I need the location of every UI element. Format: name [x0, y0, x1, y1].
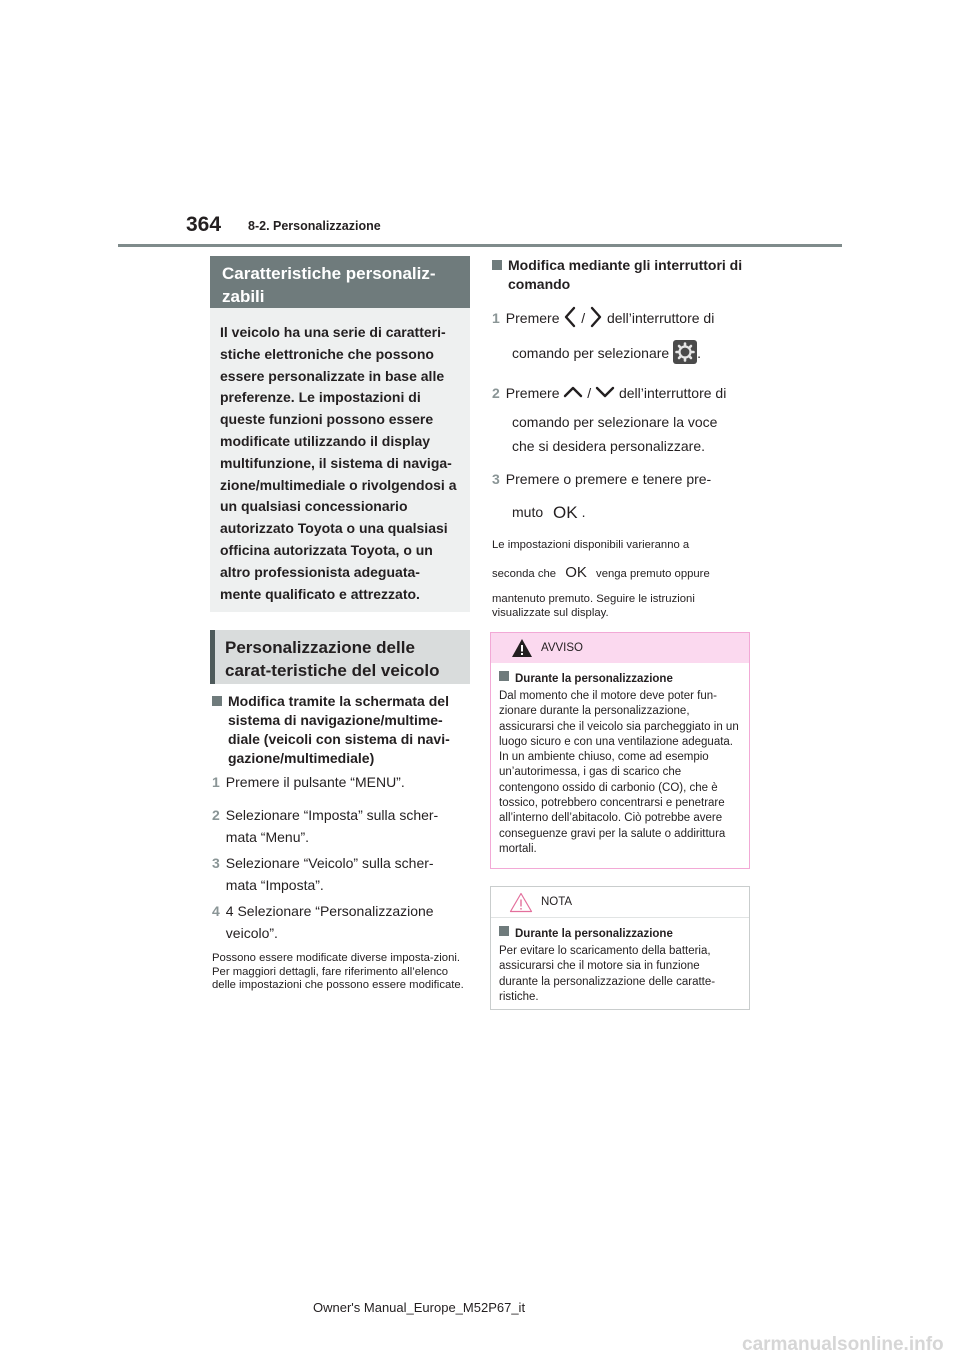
header-divider [118, 244, 842, 247]
step-1: 1 Premere il pulsante “MENU”. [212, 774, 405, 790]
switch-subhead [492, 256, 750, 294]
right-step-2: 2 Premere / dell’interruttore di [492, 383, 754, 404]
warning-label: AVVISO [541, 642, 583, 654]
warning-triangle-icon [511, 638, 533, 663]
section-title: 8-2. Personalizzazione [248, 219, 381, 233]
right-step-2-cont-2: che si desidera personalizzare. [512, 438, 705, 454]
info-line-3: mantenuto premuto. Seguire le istruzioni visualizzate sul display. [492, 593, 695, 619]
footer-text: Owner's Manual_Europe_M52P67_it [313, 1300, 526, 1315]
right-step-1: 1 Premere / dell’interruttore di [492, 306, 754, 333]
nav-subhead-text: Modifica tramite la schermata del sistema di navigazione/multime-diale (veicoli con sistema di navi-gazione/multimediale) [228, 693, 450, 766]
intro-text: Il veicolo ha una serie di caratteri-stiche elettroniche che possono essere personalizzate in base alle preferenze. Le impostazioni di queste funzioni possono essere modificate utilizzando il display multifunzione, il sistema di naviga-zione/multimediale o rivolgendosi a un qualsiasi concessionario autorizzato Toyota o una qualsiasi officina autorizzata Toyota, o un altro professionista adeguata-mente qualificato e attrezzato. [220, 324, 457, 602]
page-number: 364 [186, 213, 222, 236]
step-2: 2 Selezionare “Imposta” sulla scher-mata “Menu”. [212, 807, 439, 845]
features-title: Caratteristiche personaliz-zabili [210, 256, 470, 308]
switch-subhead-text: Modifica mediante gli interruttori di comando [508, 257, 743, 292]
chevron-down-icon [595, 384, 615, 404]
step-4: 4 4 Selezionare “Personalizzazione veicolo”. [212, 903, 434, 941]
warning-text: Dal momento che il motore deve poter fun-zionare durante la personalizzazione, assicurarsi che il veicolo sia parcheggiato in un luogo sicuro e con una ventilazione adeguata. In un ambiente chiuso, come ad esempio un’autorimessa, i gas di scarico che contengono ossido di carbonio (CO), che è tossico, potrebbero concentrarsi e penetrare all’interno dell’abitacolo. Ciò potrebbe avere conseguenze gravi per la salute o addirittura mortali. [499, 690, 739, 855]
note-subhead: Durante la personalizzazione [499, 926, 749, 940]
step-3: 3 Selezionare “Veicolo” sulla scher-mata “Imposta”. [212, 855, 434, 893]
left-note: Possono essere modificate diverse imposta-zioni. Per maggiori dettagli, fare riferimento all’elenco delle impostazioni che possono essere modificate. [212, 952, 464, 991]
chevron-right-icon [589, 306, 603, 333]
right-step-2-cont-1: comando per selezionare la voce [512, 414, 718, 430]
bullet-square [212, 696, 222, 706]
note-label: NOTA [541, 896, 573, 908]
note-text: Per evitare lo scaricamento della batteria, assicurarsi che il motore sia in funzione durante la personalizzazione delle caratte-ristiche. [499, 945, 716, 1003]
chevron-left-icon [563, 306, 577, 333]
warning-box [490, 632, 750, 869]
note-box [490, 886, 750, 1010]
chevron-up-icon [563, 384, 583, 404]
settings-gear-icon [673, 340, 697, 369]
right-step-1-cont: comando per selezionare . [512, 340, 752, 369]
info-line-1: Le impostazioni disponibili varieranno a [492, 539, 690, 551]
note-header [491, 887, 749, 918]
caution-triangle-icon [509, 892, 533, 918]
customization-title: Personalizzazione delle carat-teristiche del veicolo [210, 630, 470, 684]
nav-subhead [212, 692, 470, 768]
warning-subhead: Durante la personalizzazione [499, 671, 749, 685]
info-line-2: seconda che OK venga premuto oppure [492, 564, 710, 581]
watermark: carmanualsonline.info [742, 1334, 944, 1355]
right-step-3-cont: muto OK . [512, 503, 586, 523]
right-step-3: 3 Premere o premere e tenere pre- [492, 471, 712, 487]
warning-header [491, 633, 749, 663]
ok-icon: OK [565, 564, 587, 581]
ok-button-icon: OK [553, 503, 578, 523]
intro-box [210, 308, 470, 612]
bullet-square [492, 260, 502, 270]
